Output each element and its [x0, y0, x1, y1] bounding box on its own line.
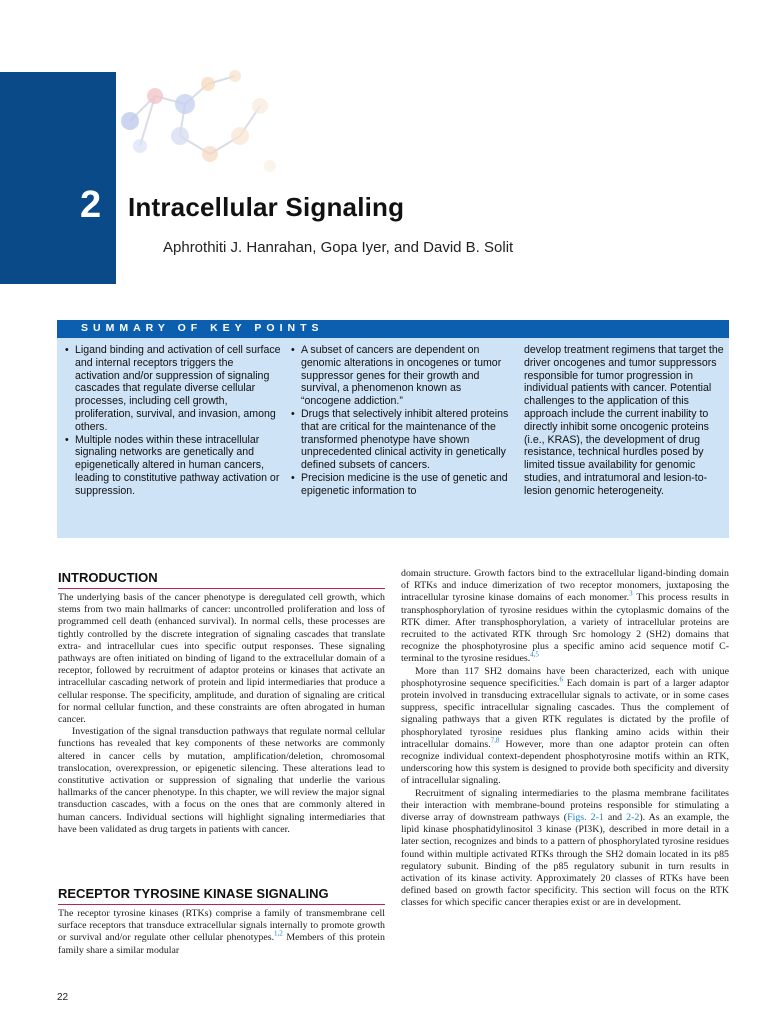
right-column-text — [401, 568, 729, 910]
section-rule — [58, 904, 385, 905]
paragraph: More than 117 SH2 domains have been characterized, each with unique phosphotyrosine sequence specificities.$^6$ Each domain is part of a larger adaptor protein involved in transducing extracellular signals to activate, or in some cases suppress, specific intracellular signaling cascades. Thus the complement of signaling pathways that a given RTK regulates is dictated by the profile of phosphorylated tyrosine residues plus flanking amino acids within their intracellular domains.$^{7,8}$ However, more than one adaptor protein can often recognize individual context-dependent phosphotyrosine motifs within an RTK, underscoring how this system is designed to provide both specificity and diversity of intracellular signaling. — [401, 665, 730, 787]
chapter-authors: Aphrothiti J. Hanrahan, Gopa Iyer, and David B. Solit — [163, 239, 514, 256]
summary-point: • Drugs that selectively inhibit altered proteins that are critical for the maintenance of the transformed phenotype have shown unprecedented clinical activity in genetically defined subsets of cancers. — [291, 408, 513, 472]
citation[interactable]: 1,2 — [274, 930, 283, 939]
section-heading-rtk-signaling: RECEPTOR TYROSINE KINASE SIGNALING — [58, 886, 329, 901]
summary-column-2 — [291, 344, 513, 498]
citation[interactable]: 4,5 — [530, 651, 539, 660]
summary-column-1 — [65, 344, 281, 498]
rtk-text — [58, 908, 385, 957]
summary-point: • Multiple nodes within these intracellular signaling networks are genetically and epigenetically altered in human cancers, leading to constitutive pathway activation or suppression. — [65, 434, 281, 498]
paragraph: Investigation of the signal transduction pathways that regulate normal cellular functions has revealed that key components of these networks are commonly altered in cancer cells by mutation, amplification/deletion, chromosomal translocation, overexpression, or epigenetic silencing. These alterations lead to constitutive activation or suppression of signaling that underlie the various hallmarks of the cancer phenotype. In this chapter, we will review the major signal transduction cascades, with a focus on the ones that are commonly altered in human cancers. Individual sections will highlight signaling intermediaries that have been validated as drug targets in patients with cancer. — [58, 726, 385, 835]
figure-link-2-1[interactable]: Figs. 2-1 — [567, 812, 604, 824]
paragraph: The receptor tyrosine kinases (RTKs) comprise a family of transmembrane cell surface receptors that transduce extracellular signals internally to promote growth or survival and/or regulate other cellular phenotypes.$^{1,2}$ Members of this protein family share a similar modular — [58, 908, 385, 956]
chapter-number: 2 — [80, 184, 102, 226]
summary-point: • Ligand binding and activation of cell surface and internal receptors triggers the activation and/or suppression of signaling cascades that regulate diverse cellular processes, including cell growth, proliferation, survival, and invasion, among others. — [65, 344, 281, 434]
page-number: 22 — [57, 992, 69, 1003]
summary-column-3 — [524, 344, 724, 498]
citation[interactable]: 6 — [559, 675, 564, 684]
summary-point: • A subset of cancers are dependent on genomic alterations in oncogenes or tumor suppressor genes for their growth and survival, a phenomenon known as “oncogene addiction.” — [291, 344, 513, 408]
summary-box — [57, 320, 729, 538]
chapter-title: Intracellular Signaling — [128, 192, 405, 222]
summary-heading: SUMMARY OF KEY POINTS — [57, 320, 729, 338]
molecule-illustration — [110, 66, 290, 186]
citation[interactable]: 3 — [629, 590, 633, 599]
summary-continuation: develop treatment regimens that target the driver oncogenes and tumor suppressors responsible for tumor progression in individual patients with cancer. Potential challenges to the application of this approach include the current inability to directly inhibit some oncogenic proteins (i.e., KRAS), the development of drug resistance, technical hurdles posed by limited tissue availability for genomic studies, and intratumoral and lesion-to-lesion genomic heterogeneity. — [524, 344, 724, 497]
paragraph: The underlying basis of the cancer phenotype is deregulated cell growth, which stems from two main hallmarks of cancer: uncontrolled proliferation and loss of programmed cell death (enhanced survival). In normal cells, these processes are tightly controlled by the discrete integration of signaling cascades that translate extra- and intracellular cues into specific output responses. These signaling pathways are often initiated on binding of ligand to the extracellular domain of a receptor, followed by recruitment of adaptor proteins or kinases that activate an intracellular cascading network of protein and lipid intermediaries that produce a cellular response. The specificity, amplitude, and duration of signaling are critical for normal cellular function, and these constraints are often abrogated in human cancer. — [58, 592, 385, 726]
summary-point: • Precision medicine is the use of genetic and epigenetic information to — [291, 472, 513, 498]
paragraph: Recruitment of signaling intermediaries to the plasma membrane facilitates their interaction with membrane-bound proteins responsible for stimulating a diverse array of downstream pathways (Figs. 2-1 and 2-2). As an example, the lipid kinase phosphatidylinositol 3 kinase (PI3K), described in more detail in a later section, recognizes and binds to a pattern of phosphorylated tyrosine residues found within multiple activated RTKs through the SH2 domain located in its p85 regulatory subunit. Binding of the p85 regulatory subunit in turn results in activation of its kinase activity. Approximately 20 classes of RTKs have been defined based on growth factor specificity. This section will focus on the RTK classes for which specific cancer therapies exist or are in development. — [401, 787, 730, 909]
section-heading-introduction: INTRODUCTION — [58, 570, 158, 585]
chapter-color-block — [0, 72, 116, 284]
citation[interactable]: 7,8 — [490, 736, 500, 745]
introduction-text — [58, 592, 385, 836]
paragraph: domain structure. Growth factors bind to the extracellular ligand-binding domain of RTKs and induce dimerization of two receptor monomers, juxtaposing the intracellular tyrosine kinase domains of each monomer.$^3$ This process results in transphosphorylation of tyrosine residues within the cytoplasmic domains of the RTK dimer. After transphosphorylation, a variety of intracellular proteins are recruited to the activated RTK through Src homology 2 (SH2) domains that recognize the phosphotyrosine plus a specific amino acid sequence motif C-terminal to the tyrosine residues.$^{4,5}$ — [401, 568, 729, 665]
figure-link-2-2[interactable]: 2-2 — [626, 812, 640, 824]
section-rule — [58, 588, 385, 589]
